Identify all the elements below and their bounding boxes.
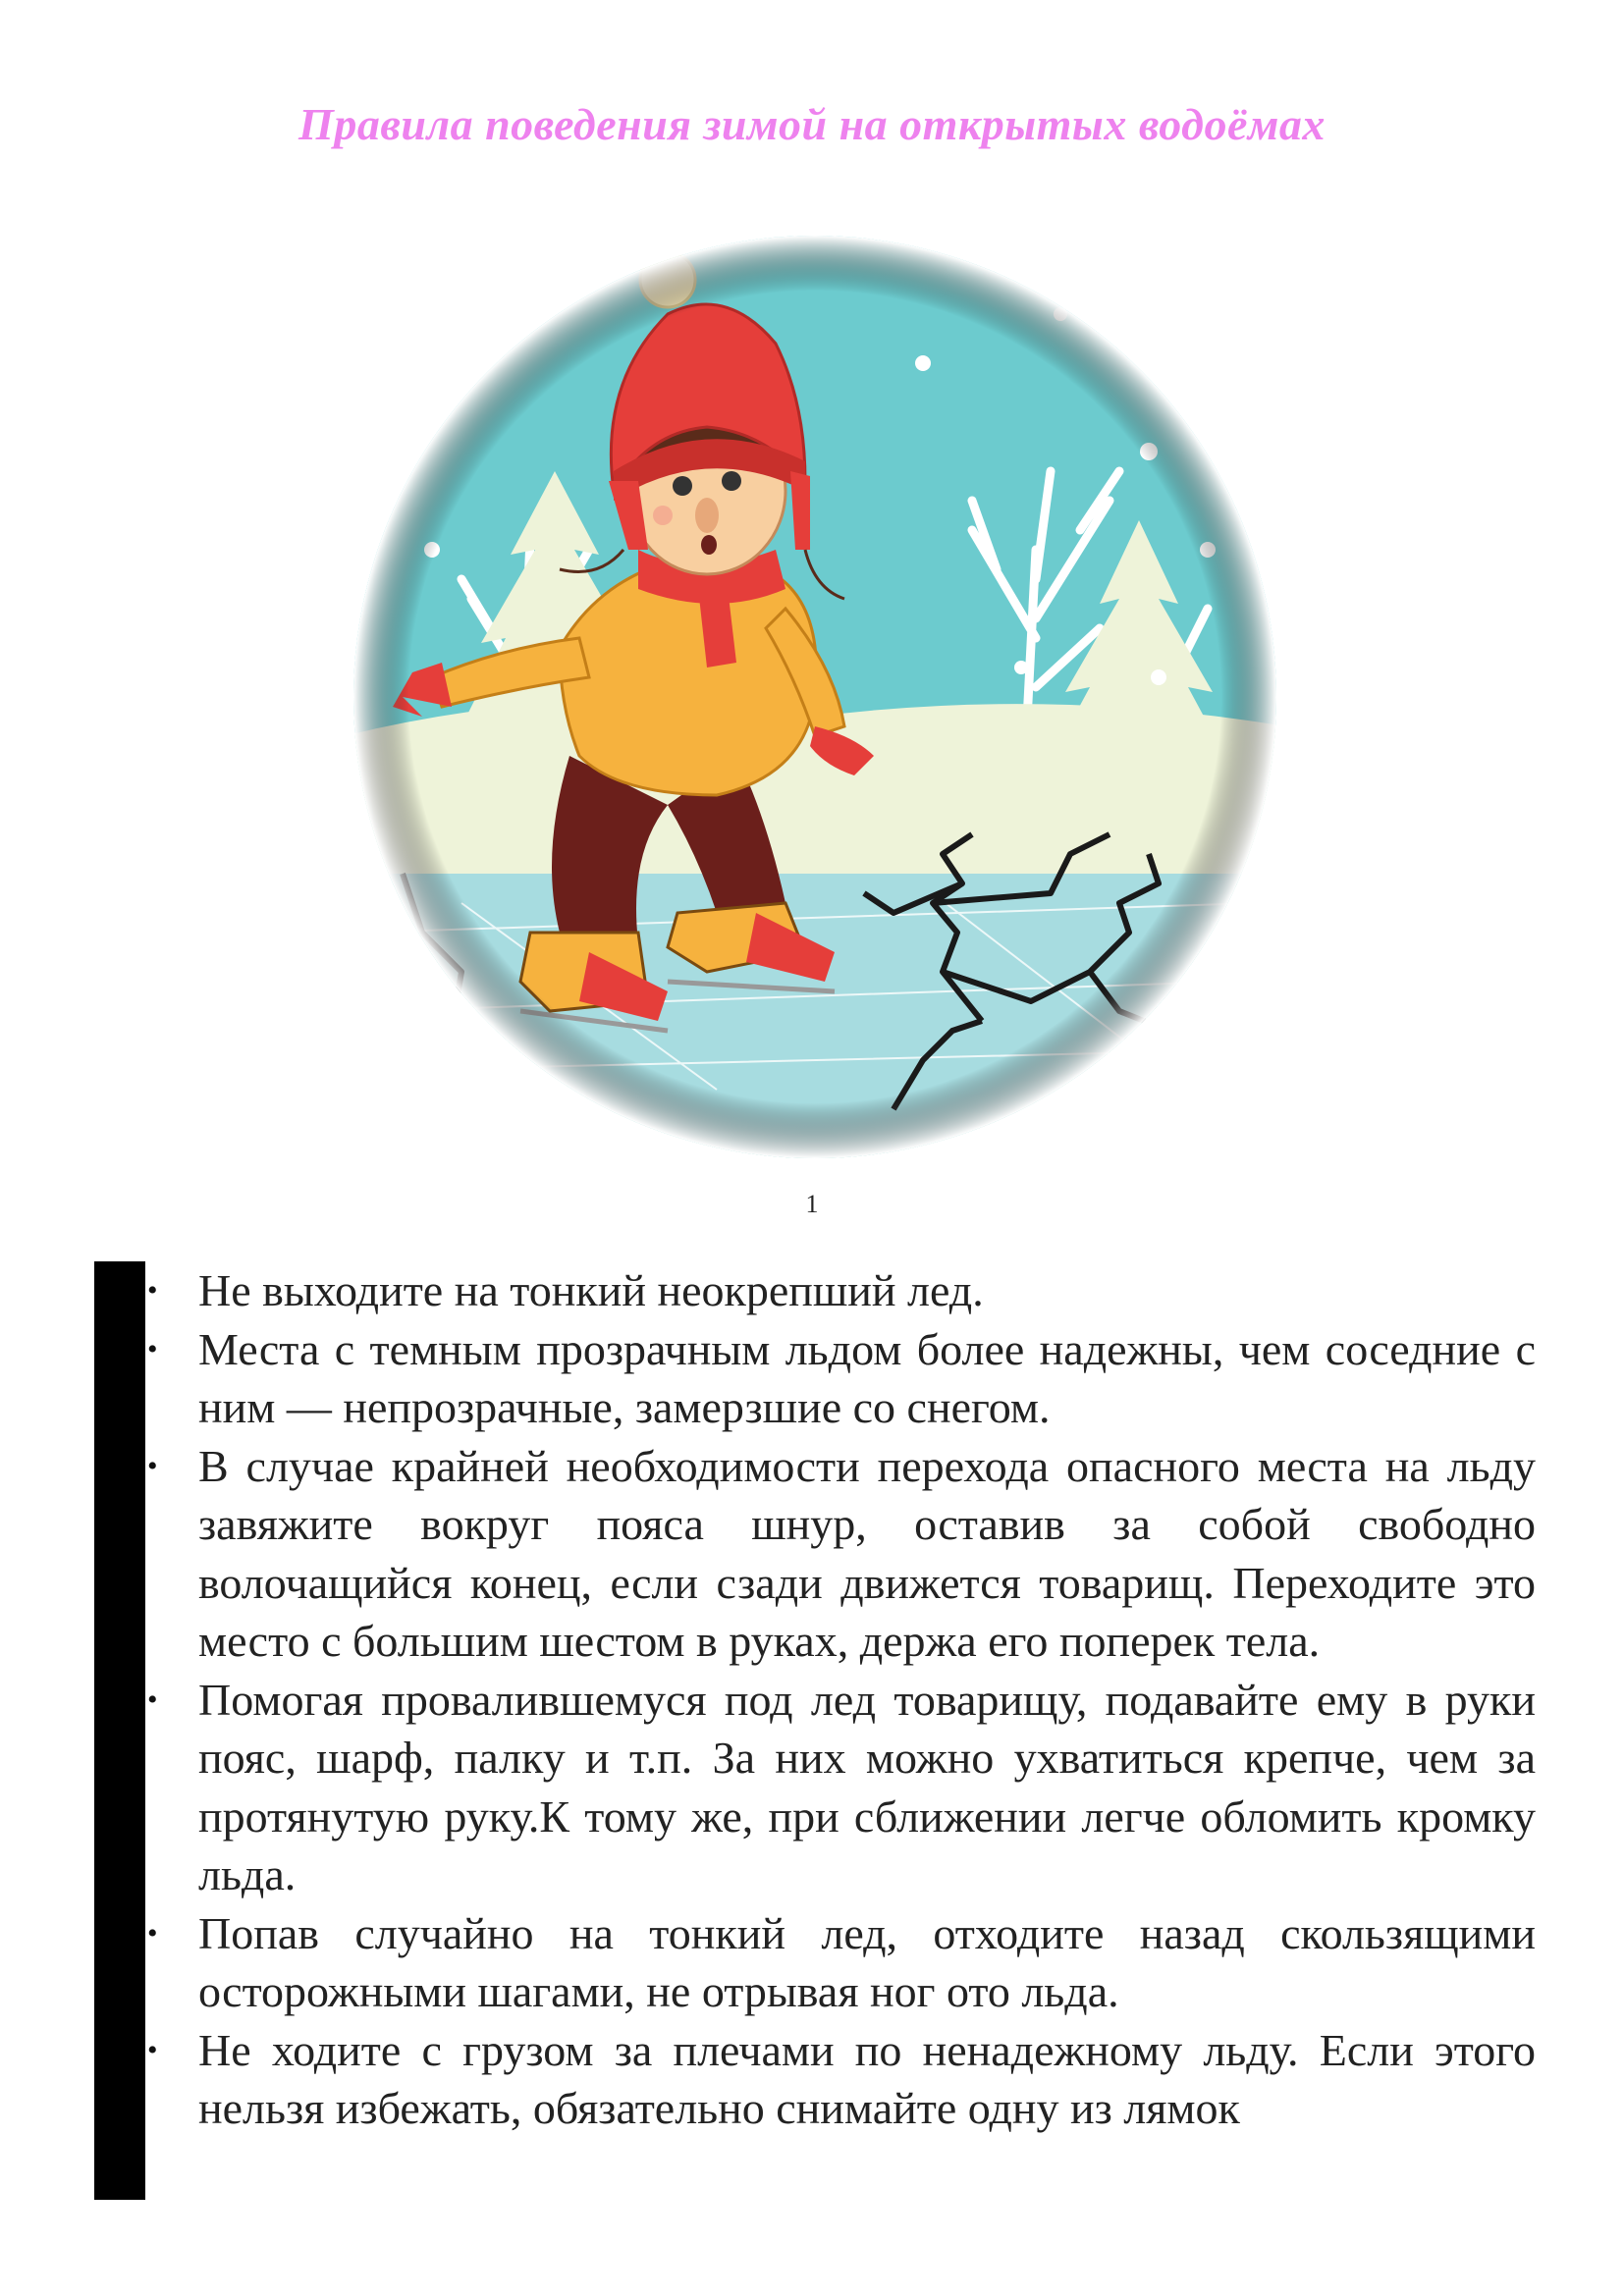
rule-text: Места с темным прозрачным льдом более надежны, чем соседние с ним — непрозрачные, замерзшие со снегом. [198,1323,1536,1432]
rule-item [145,1261,1536,1320]
bullet-icon: • [147,1916,158,1949]
rule-text: Помогая провалившемуся под лед товарищу, подавайте ему в руки пояс, шарф, палку и т.п. За них можно ухватиться крепче, чем за протянутую руку.К тому же, при сближении легче обломить кромку льда. [198,1674,1536,1899]
bullet-icon: • [147,1274,158,1307]
bullet-icon: • [147,2033,158,2066]
rule-item [145,1437,1536,1671]
bullet-icon: • [147,1682,158,1716]
margin-bar [94,1261,145,2200]
rule-text: Не выходите на тонкий неокрепший лед. [198,1265,984,1315]
rule-text: В случае крайней необходимости перехода опасного места на льду завяжите вокруг пояса шнур, оставив за собой свободно волочащийся конец, если сзади движется товарищ. Переходите это место с большим шестом в руках, держа его поперек тела. [198,1440,1536,1666]
rule-text: Не ходите с грузом за плечами по ненадежному льду. Если этого нельзя избежать, обязательно снимайте одну из лямок [198,2024,1536,2133]
rule-item [145,2021,1536,2138]
rule-item [145,1671,1536,1904]
child-skating-illustration [344,226,1286,1168]
rule-item [145,1904,1536,2021]
page-number: 1 [805,1190,819,1218]
rule-item [145,1320,1536,1437]
rules-list [145,1261,1536,2138]
document-title: Правила поведения зимой на открытых водоёмах [298,99,1326,149]
bullet-icon: • [147,1449,158,1482]
bullet-icon: • [147,1332,158,1365]
rule-text: Попав случайно на тонкий лед, отходите назад скользящими осторожными шагами, не отрывая ног ото льда. [198,1907,1536,2016]
